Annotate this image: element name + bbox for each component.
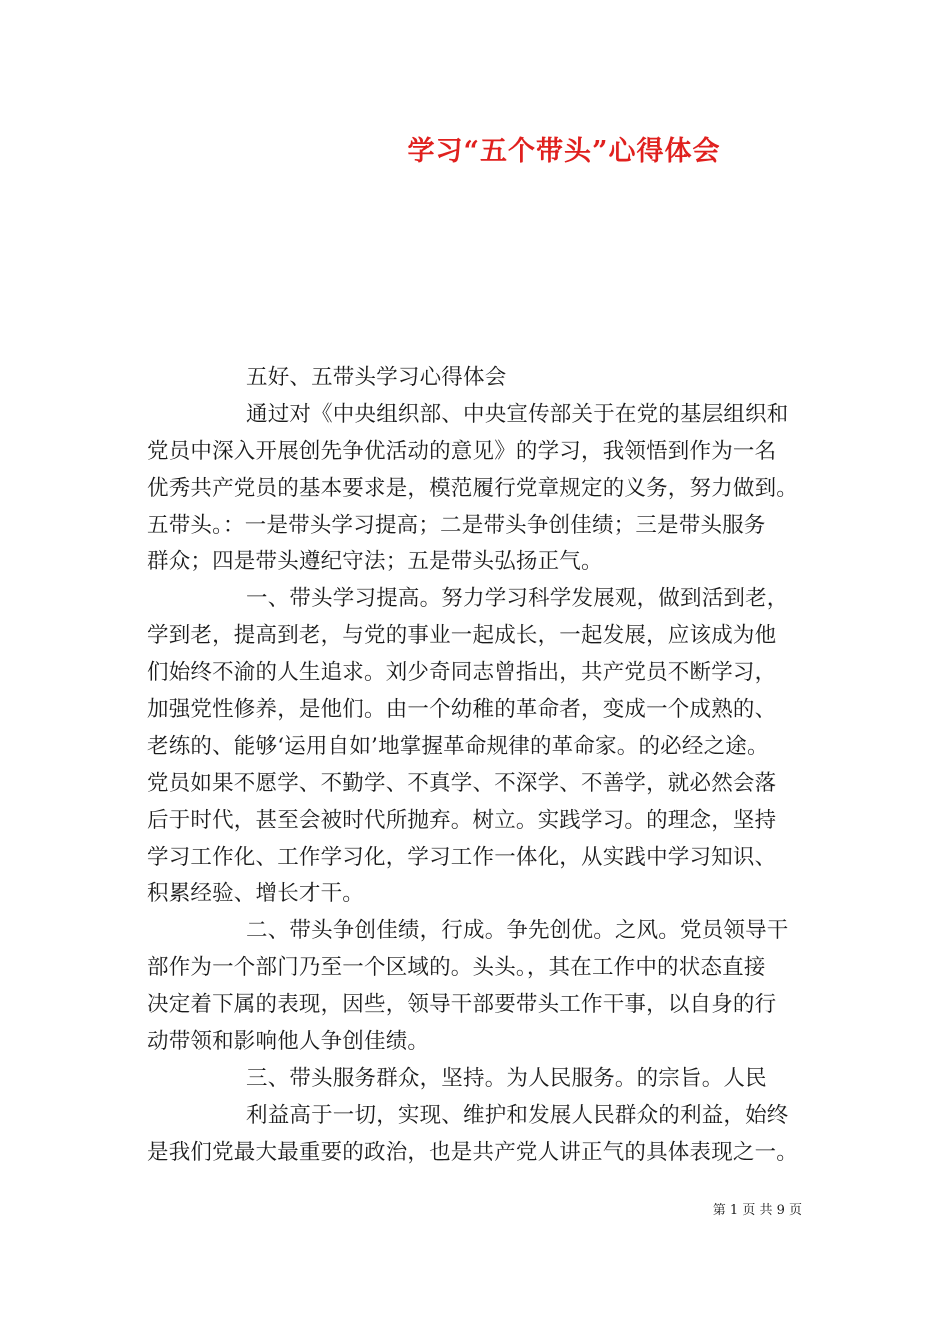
paragraph-line: 利益高于一切，实现、维护和发展人民群众的利益，始终 xyxy=(246,1102,789,1128)
paragraph-line: 学习工作化、工作学习化，学习工作一体化，从实践中学习知识、 xyxy=(147,844,777,870)
paragraph-line: 五带头。：一是带头学习提高；二是带头争创佳绩；三是带头服务 xyxy=(147,512,766,538)
paragraph-line: 动带领和影响他人争创佳绩。 xyxy=(147,1029,430,1055)
paragraph-line: 党员中深入开展创先争优活动的意见》的学习，我领悟到作为一名 xyxy=(147,438,777,464)
paragraph-line: 通过对《中央组织部、中央宣传部关于在党的基层组织和 xyxy=(246,401,789,427)
paragraph-line: 群众；四是带头遵纪守法；五是带头弘扬正气。 xyxy=(147,549,603,575)
paragraph-line: 是我们党最大最重要的政治，也是共产党人讲正气的具体表现之一。 xyxy=(147,1139,799,1165)
paragraph-line: 一、带头学习提高。努力学习科学发展观，做到活到老， xyxy=(246,586,789,612)
paragraph-line: 优秀共产党员的基本要求是，模范履行党章规定的义务，努力做到。 xyxy=(147,475,799,501)
paragraph-line: 部作为一个部门乃至一个区域的。头头。，其在工作中的状态直接 xyxy=(147,955,766,981)
paragraph-line: 们始终不渝的人生追求。刘少奇同志曾指出，共产党员不断学习， xyxy=(147,660,777,686)
paragraph-line: 决定着下属的表现，因些，领导干部要带头工作干事，以自身的行 xyxy=(147,992,777,1018)
page-title: 学习“五个带头”心得体会 xyxy=(407,136,721,167)
paragraph-line: 后于时代，甚至会被时代所抛弃。树立。实践学习。的理念，坚持 xyxy=(147,807,777,833)
paragraph-line: 学到老，提高到老，与党的事业一起成长，一起发展，应该成为他 xyxy=(147,623,777,649)
paragraph-line: 加强党性修养，是他们。由一个幼稚的革命者，变成一个成熟的、 xyxy=(147,697,777,723)
subtitle-line: 五好、五带头学习心得体会 xyxy=(246,365,507,390)
page-number: 第 1 页 共 9 页 xyxy=(712,1203,802,1218)
paragraph-line: 二、带头争创佳绩，行成。争先创优。之风。党员领导干 xyxy=(246,918,789,944)
paragraph-line: 党员如果不愿学、不勤学、不真学、不深学、不善学，就必然会落 xyxy=(147,770,777,796)
paragraph-line: 积累经验、增长才干。 xyxy=(147,881,365,907)
document-body xyxy=(147,360,817,1172)
paragraph-line: 三、带头服务群众，坚持。为人民服务。的宗旨。人民 xyxy=(246,1065,767,1091)
paragraph-line: 老练的、能够‘运用自如’地掌握革命规律的革命家。的必经之途。 xyxy=(147,733,769,759)
